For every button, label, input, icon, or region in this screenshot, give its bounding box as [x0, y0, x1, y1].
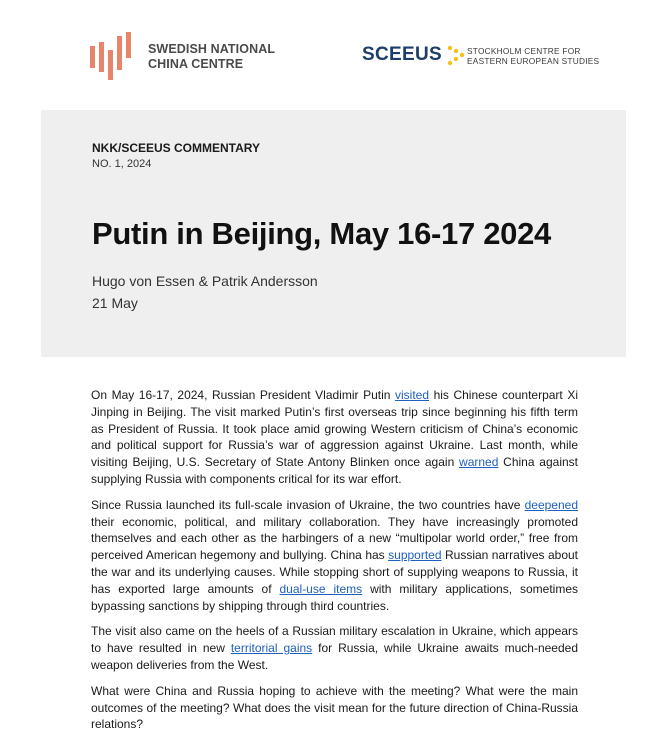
link-dual-use-items[interactable]: dual-use items — [279, 581, 363, 596]
sceeus-line1: STOCKHOLM CENTRE FOR — [467, 46, 581, 56]
bars-logo-icon — [88, 32, 140, 82]
article-body — [91, 387, 578, 742]
sceeus-wordmark: SCEEUS — [362, 44, 442, 65]
paragraph-1 — [91, 387, 578, 488]
paragraph-text: Russian narratives about the war and its underlying causes. While stopping short of supplying weapons to Russia, it has exported large amounts of — [91, 548, 578, 596]
page-title: Putin in Beijing, May 16-17 2024 — [92, 216, 552, 251]
paragraph-text: The visit also came on the heels of a Russian military escalation in Ukraine, which appears to have resulted in new — [91, 624, 578, 656]
authors: Hugo von Essen & Patrik Andersson — [92, 273, 318, 289]
paragraph-4 — [91, 683, 578, 733]
sceeus-subtitle — [467, 46, 599, 66]
snc-logo-line2: CHINA CENTRE — [148, 57, 244, 71]
snc-logo-text — [148, 42, 275, 72]
paragraph-text: their economic, political, and military collaboration. They have increasingly promoted themselves and each other as the harbingers of a new “multipolar world order,” free from perceived American hegemony and bullying. China has — [91, 514, 578, 563]
title-box — [41, 110, 626, 357]
series-label: NKK/SCEEUS COMMENTARY — [92, 141, 261, 155]
paragraph-text: China against supplying Russia with components critical for its war effort. — [91, 455, 579, 486]
page-header — [0, 0, 667, 100]
paragraph-3 — [91, 623, 578, 673]
link-territorial-gains[interactable]: territorial gains — [230, 641, 313, 656]
link-supported[interactable]: supported — [388, 548, 442, 563]
yellow-dots-icon — [447, 45, 465, 67]
link-warned[interactable]: warned — [459, 455, 499, 470]
snc-logo-line1: SWEDISH NATIONAL — [148, 42, 276, 56]
paragraph-text: with military applications, sometimes bypassing sanctions by shipping through third countries. — [91, 581, 578, 613]
paragraph-2 — [91, 497, 578, 615]
link-visited[interactable]: visited — [394, 388, 429, 402]
paragraph-text: What were China and Russia hoping to achieve with the meeting? What were the main outcomes of the meeting? What does the visit mean for the future direction of China-Russia relations? — [91, 683, 578, 732]
paragraph-text: On May 16-17, 2024, Russian President Vladimir Putin — [91, 388, 395, 402]
sceeus-line2: EASTERN EUROPEAN STUDIES — [467, 56, 600, 66]
link-deepened[interactable]: deepened — [524, 497, 578, 512]
publication-date: 21 May — [92, 295, 138, 311]
paragraph-text: his Chinese counterpart Xi Jinping in Beijing. The visit marked Putin’s first overseas trip since beginning his fifth term as President of Russia. It took place amid growing Western criticism of China’s economic and political support for Russia’s war of aggression against Ukraine. Last month, while visiting Beijing, U.S. Secretary of State Antony Blinken once again — [91, 388, 578, 470]
paragraph-text: for Russia, while Ukraine awaits much-needed weapon deliveries from the West. — [91, 641, 578, 672]
issue-number: NO. 1, 2024 — [92, 158, 152, 170]
paragraph-text: Since Russia launched its full-scale invasion of Ukraine, the two countries have — [91, 497, 525, 512]
